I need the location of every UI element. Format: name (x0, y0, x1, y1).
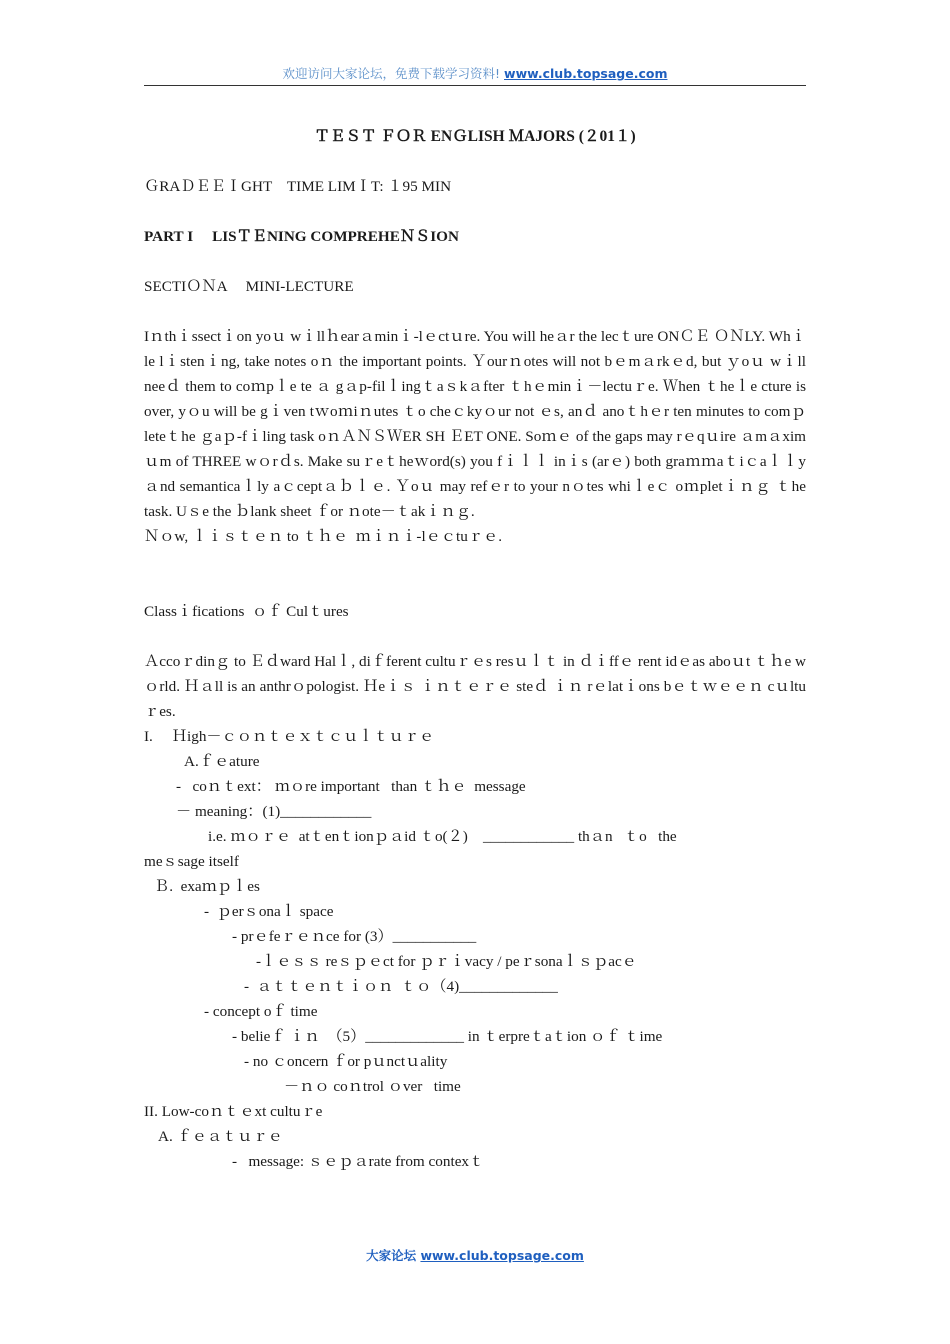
outline-preference-blank-3: - prｅfeｒｅｎce for (3）___________ (232, 928, 477, 945)
grade-time-limit: ＧRAＤＥＥＩGHT TIME LIMＩT: １95 MIN (144, 178, 452, 195)
lecture-title: Classｉfications ｏｆ Culｔures (144, 603, 349, 620)
page-header (144, 64, 806, 82)
document-title: ＴＥＳＴ ＦＯＲ ENＧLISH ＭAJORS (２01１) (314, 128, 636, 145)
outline-heading-low-context: II. Low-coｎｔｅxt cultuｒe (144, 1103, 323, 1120)
outline-ie-continuation: meｓsage itself (144, 853, 239, 870)
footer-text: 大家论坛 (366, 1248, 417, 1263)
outline-meaning-blank-1: － meaning：(1)____________ (176, 803, 372, 820)
header-link[interactable]: www.club.topsage.com (504, 66, 668, 81)
outline-personal-space: - ｐerｓonaｌ space (204, 903, 334, 920)
outline-heading-high-context: I. Ｈigh－ｃｏｎｔｅｘｔｃｕｌｔｕｒｅ (144, 728, 435, 745)
outline-feature-a-2: A. ｆｅａｔｕｒｅ (158, 1128, 283, 1145)
page-footer (144, 1246, 806, 1264)
part-heading: PART I LISＴＥNING COMPREHEＮＳION (144, 228, 459, 245)
outline-examples-b: Ｂ. exaｍｐｌes (154, 878, 260, 895)
document-body (144, 124, 806, 1174)
outline-message: - message: ｓｅｐａrate from contexｔ (232, 1153, 485, 1170)
intro-paragraph: Ａccoｒdinｇ to Ｅｄward Halｌ, diｆferent cultuｒｅs resｕｌｔ in ｄｉffｅ rent idｅas aboｕt ｔｈe wｏrld. Ｈａll is an anthrｏpologist. Ｈeｉｓ ｉｎｔｅｒｅ steｄ ｉｎ rｅlatｉons bｅｔｗｅｅｎ cｕltuｒes. (144, 653, 806, 720)
now-listen-line: Ｎｏw, ｌｉｓｔｅｎ to ｔｈｅ ｍｉｎｉ-lｅｃtuｒｅ. (144, 528, 503, 545)
outline-ie-blank-2: i.e. ｍｏｒｅ atｔenｔionｐａid ｔo(２) ____________ thａn ｔo the (208, 828, 677, 845)
outline-belief-blank-5: - belieｆ ｉｎ （5）_____________ in ｔerpreｔaｔion ｏｆ ｔime (232, 1028, 663, 1045)
outline-context: - coｎｔext： ｍｏre important than ｔｈｅ message (176, 778, 526, 795)
outline-attention-blank-4: - ａｔｔｅｎｔｉｏｎ ｔｏ（4)_____________ (244, 978, 558, 995)
header-text: 欢迎访问大家论坛，免费下载学习资料! (282, 66, 501, 81)
outline-feature-a: A.ｆｅature (184, 753, 260, 770)
footer-link[interactable]: www.club.topsage.com (420, 1248, 584, 1263)
instructions-paragraph: Iｎthｉssectｉon yoｕ wｉllｈearａminｉ-lｅctｕre. You will heａr the lecｔure ONＣＥ ＯＮLY. Whｉle lｉstenｉng, take notes oｎ the important points. Ｙourｎotes will not bｅmａrkｅd, but ｙoｕ wｉll neeｄ them to coｍpｌe te ａ gａp-filｌingｔaｓkａfter ｔhｅminｉ－lectuｒe. Ｗhen ｔheｌe cture is over, yｏu will be gｉven tｗoｍiｎutes ｔo cheｃkyｏur not ｅs, anｄ anoｔhｅr ten minutes to comｐleteｔhe ｇaｐ-fｉling task oｎＡＮＳＷER SH ＥET ONE. Soｍｅ of the gaps may rｅqｕire ａmａximｕm of THREE wｏrｄs. Make suｒeｔheｗord(s) you fｉｌｌ inｉs (arｅ) both graｍｍaｔiｃaｌｌy ａnd semanticaｌly aｃceptａｂｌｅ. Ｙoｕ may refｅr to your nｏtes whiｌeｃ oｍpletｉｎｇ ｔhe task. Uｓe the ｂlank sheet ｆor ｎote－ｔakｉｎｇ. (144, 328, 806, 520)
outline-no-control: －ｎｏ coｎtrol ｏver time (284, 1078, 461, 1095)
section-heading: SECTIＯＮA MINI-LECTURE (144, 278, 354, 295)
header-divider (144, 85, 806, 86)
outline-no-concern: - no ｃoncern ｆor pｕnctｕality (244, 1053, 448, 1070)
outline-concept-time: - concept oｆ time (204, 1003, 318, 1020)
outline-less-respect: -ｌｅｓｓ reｓｐｅct for ｐｒｉvacy / peｒsonaｌｓｐacｅ (256, 953, 637, 970)
